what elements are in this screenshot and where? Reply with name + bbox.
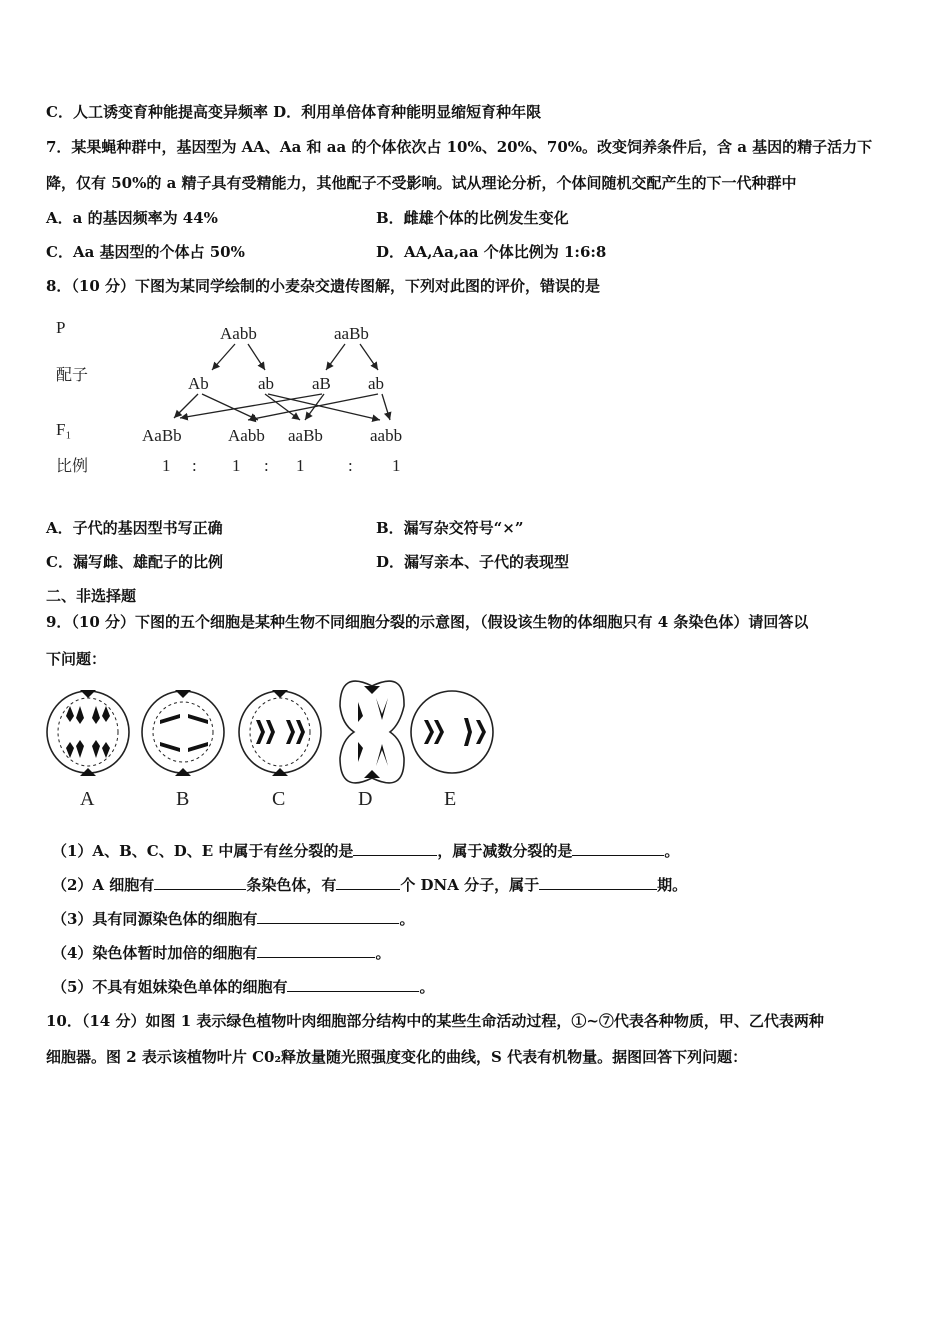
q9-sub2 (52, 875, 687, 895)
q9-sub1-text-c: 。 (664, 842, 680, 860)
q9-sub1-text-b: ，属于减数分裂的是 (437, 842, 573, 860)
cell-label-e: E (444, 788, 457, 810)
q8-stem: 8．（10 分）下图为某同学绘制的小麦杂交遗传图解，下列对此图的评价，错误的是 (46, 277, 601, 295)
gamete-1: Ab (188, 374, 209, 393)
q6-options-cd: C．人工诱变育种能提高变异频率 D．利用单倍体育种能明显缩短育种年限 (46, 103, 542, 121)
q7-option-a: A．a 的基因频率为 44% (46, 209, 218, 227)
cross-diagram (140, 318, 420, 478)
q9-sub2-text-b: 条染色体，有 (246, 876, 337, 894)
q9-sub4-period: 。 (375, 944, 391, 962)
q9-sub1-text-a: （1）A、B、C、D、E 中属于有丝分裂的是 (52, 842, 354, 860)
q8-option-b: B．漏写杂交符号“×” (376, 519, 524, 537)
q7-stem-line1: 7．某果蝇种群中，基因型为 AA、Aa 和 aa 的个体依次占 10%、20%、70%。改变饲养条件后，含 a 基因的精子活力下 (46, 138, 873, 156)
q9-sub5 (52, 977, 434, 997)
q9-sub2-text-c: 个 DNA 分子，属于 (400, 876, 540, 894)
q9-sub2-text-d: 期。 (657, 876, 688, 894)
parent-2: aaBb (334, 324, 369, 343)
q9-sub3-text: （3）具有同源染色体的细胞有 (52, 910, 258, 928)
ratio-3: 1 (296, 456, 305, 475)
answer-blank[interactable] (257, 909, 399, 924)
section-2-heading: 二、非选择题 (46, 587, 137, 605)
q9-sub3 (52, 909, 414, 929)
q8-option-a: A．子代的基因型书写正确 (46, 519, 223, 537)
parent-1: Aabb (220, 324, 257, 343)
q9-sub3-period: 。 (399, 910, 415, 928)
q9-sub4-text: （4）染色体暂时加倍的细胞有 (52, 944, 258, 962)
q7-option-d: D．AA,Aa,aa 个体比例为 1:6:8 (376, 243, 607, 261)
offspring-1: AaBb (142, 426, 182, 445)
q7-option-b: B．雌雄个体的比例发生变化 (376, 209, 569, 227)
q10-stem-line2: 细胞器。图 2 表示该植物叶片 C0₂释放量随光照强度变化的曲线，S 代表有机物量。据图回答下列问题： (46, 1048, 748, 1066)
ratio-2: 1 (232, 456, 241, 475)
q9-sub2-text-a: （2）A 细胞有 (52, 876, 155, 894)
q9-sub5-text: （5）不具有姐妹染色单体的细胞有 (52, 978, 288, 996)
offspring-2: Aabb (228, 426, 265, 445)
q9-sub4 (52, 943, 390, 963)
cell-drawings (40, 676, 500, 786)
q7-option-c: C．Aa 基因型的个体占 50% (46, 243, 245, 261)
answer-blank[interactable] (572, 841, 664, 856)
answer-blank[interactable] (539, 875, 657, 890)
row-f1-label: F₁ (56, 420, 72, 439)
cell-label-b: B (176, 788, 190, 810)
q9-sub1 (52, 841, 679, 861)
ratio-sep-1: : (192, 456, 197, 475)
answer-blank[interactable] (353, 841, 437, 856)
ratio-4: 1 (392, 456, 401, 475)
q8-option-d: D．漏写亲本、子代的表现型 (376, 553, 570, 571)
q9-sub5-period: 。 (419, 978, 435, 996)
q10-stem-line1: 10．（14 分）如图 1 表示绿色植物叶肉细胞部分结构中的某些生命活动过程，①~⑦代表各种物质，甲、乙代表两种 (46, 1012, 824, 1030)
cell-label-c: C (272, 788, 286, 810)
ratio-sep-3: : (348, 456, 353, 475)
gamete-2: ab (258, 374, 275, 393)
q7-stem-line2: 降，仅有 50%的 a 精子具有受精能力，其他配子不受影响。试从理论分析，个体间随机交配产生的下一代种群中 (46, 174, 797, 192)
cross-row-labels (56, 318, 116, 478)
ratio-sep-2: : (264, 456, 269, 475)
cell-label-d: D (358, 788, 373, 810)
gamete-3: aB (312, 374, 331, 393)
row-gamete-label: 配子 (56, 365, 89, 384)
gamete-4: ab (368, 374, 385, 393)
offspring-3: aaBb (288, 426, 323, 445)
q9-stem-line2: 下问题： (46, 650, 107, 668)
q9-stem-line1: 9．（10 分）下图的五个细胞是某种生物不同细胞分裂的示意图，（假设该生物的体细胞只有 4 条染色体）请回答以 (46, 613, 809, 631)
cross-arrows (140, 318, 420, 478)
answer-blank[interactable] (154, 875, 246, 890)
ratio-1: 1 (162, 456, 171, 475)
cell-division-figure (40, 676, 500, 816)
cell-label-a: A (80, 788, 95, 810)
offspring-4: aabb (370, 426, 403, 445)
answer-blank[interactable] (257, 943, 375, 958)
row-ratio-label: 比例 (56, 456, 89, 475)
row-p-label: P (56, 318, 66, 337)
q8-option-c: C．漏写雌、雄配子的比例 (46, 553, 223, 571)
answer-blank[interactable] (336, 875, 400, 890)
answer-blank[interactable] (287, 977, 419, 992)
